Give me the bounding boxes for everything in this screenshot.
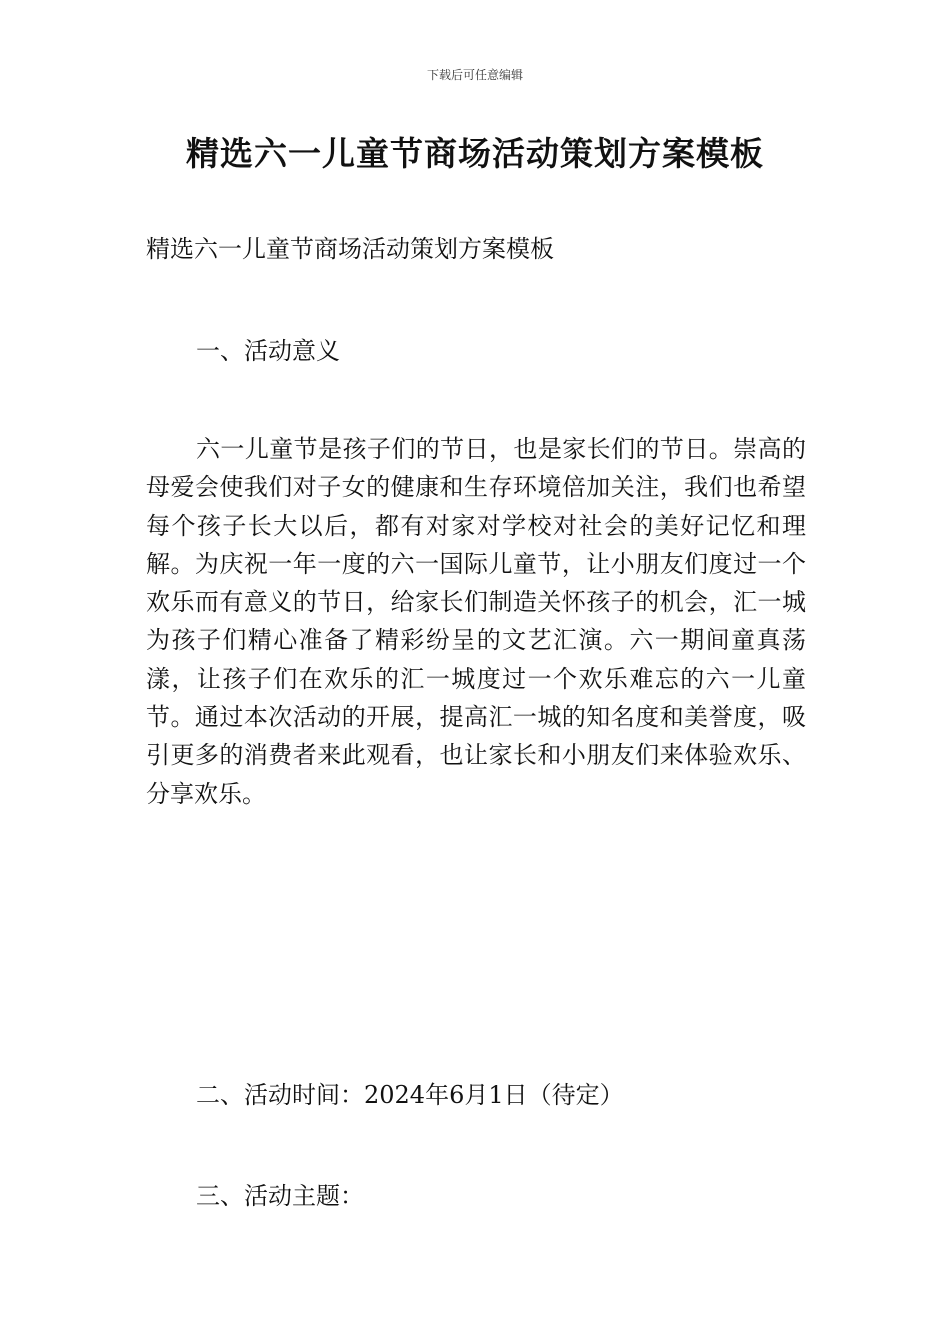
- header-note: 下载后可任意编辑: [426, 68, 523, 82]
- section-heading-time: 二、活动时间：2024年6月1日（待定）: [196, 1081, 624, 1109]
- section-paragraph-significance: 六一儿童节是孩子们的节日，也是家长们的节日。崇高的母爱会使我们对子女的健康和生存环境倍加关注，我们也希望每个孩子长大以后，都有对家对学校对社会的美好记忆和理解。为庆祝一年一度的六一国际儿童节，让小朋友们度过一个欢乐而有意义的节日，给家长们制造关怀孩子的机会，汇一城为孩子们精心准备了精彩纷呈的文艺汇演。六一期间童真荡漾，让孩子们在欢乐的汇一城度过一个欢乐难忘的六一儿童节。通过本次活动的开展，提高汇一城的知名度和美誉度，吸引更多的消费者来此观看，也让家长和小朋友们来体验欢乐、分享欢乐。: [146, 435, 806, 808]
- section-heading-significance: 一、活动意义: [196, 337, 340, 365]
- document-subtitle: 精选六一儿童节商场活动策划方案模板: [146, 235, 554, 263]
- section-heading-theme: 三、活动主题：: [196, 1182, 364, 1210]
- document-title: 精选六一儿童节商场活动策划方案模板: [186, 134, 764, 173]
